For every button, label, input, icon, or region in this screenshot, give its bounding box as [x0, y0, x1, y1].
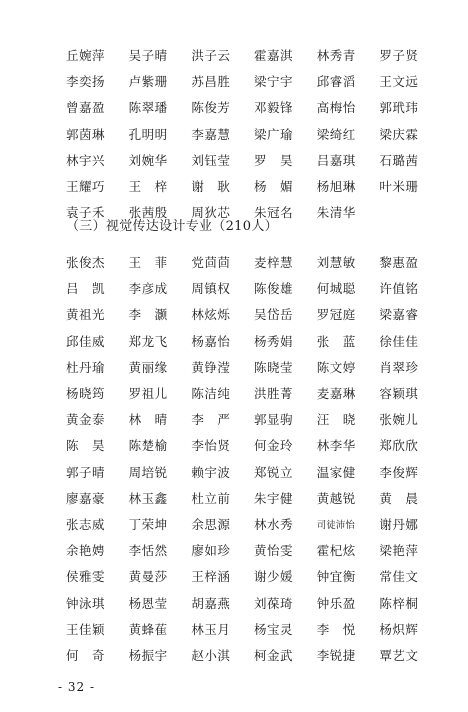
student-name: 黄 晨	[379, 490, 419, 506]
name-list-visual-communication	[66, 249, 442, 668]
student-name: 林水秀	[254, 516, 294, 532]
student-name: 刘婉华	[128, 152, 168, 168]
student-name: 林玉鑫	[128, 490, 168, 506]
name-row	[66, 537, 442, 563]
name-row	[66, 642, 442, 668]
student-name: 杨宝灵	[254, 621, 294, 637]
student-name: 刘慧敏	[316, 255, 356, 271]
student-name: 郭玳玮	[379, 100, 419, 116]
student-name: 林 晴	[128, 412, 168, 428]
student-name: 麦嘉琳	[316, 386, 356, 402]
student-name: 杨炽辉	[379, 621, 419, 637]
student-name: 周狄芯	[191, 205, 231, 221]
student-name: 黄怡雯	[254, 543, 294, 559]
student-name: 卢紫珊	[128, 74, 168, 90]
student-name: 谢丹娜	[379, 516, 419, 532]
student-name: 林秀青	[316, 48, 356, 64]
name-row	[66, 380, 442, 406]
student-name: 林玉月	[191, 621, 231, 637]
student-name: 陈文婷	[316, 359, 356, 375]
student-name: 何 奇	[66, 647, 106, 663]
student-name: 吕嘉琪	[316, 152, 356, 168]
student-name: 常佳文	[379, 569, 419, 585]
student-name: 覃艺文	[379, 647, 419, 663]
name-row	[66, 121, 442, 147]
student-name: 洪子云	[191, 48, 231, 64]
student-name: 容颖琪	[379, 386, 419, 402]
name-row	[66, 354, 442, 380]
student-name: 陈梓桐	[379, 595, 419, 611]
student-name: 李奕扬	[66, 74, 106, 90]
student-name: 胡嘉燕	[191, 595, 231, 611]
student-name: 王 菲	[128, 255, 168, 271]
student-name: 谢少媛	[254, 569, 294, 585]
name-row	[66, 42, 442, 68]
student-name: 廖嘉豪	[66, 490, 106, 506]
student-name: 梁艳萍	[379, 543, 419, 559]
student-name: 杨恩莹	[128, 595, 168, 611]
student-name: 孔明明	[128, 126, 168, 142]
student-name: 叶米珊	[379, 179, 419, 195]
name-row	[66, 616, 442, 642]
student-name: 杨旭琳	[316, 179, 356, 195]
student-name: 袁子禾	[66, 205, 106, 221]
student-name: 张志威	[66, 516, 106, 532]
student-name: 杜立前	[191, 490, 231, 506]
student-name: 李怡贤	[191, 438, 231, 454]
student-name: 吕 凯	[66, 281, 106, 297]
student-name: 陈洁纯	[191, 386, 231, 402]
student-name: 余思源	[191, 516, 231, 532]
student-name: 苏昌胜	[191, 74, 231, 90]
student-name: 张俊杰	[66, 255, 106, 271]
student-name: 陈俊雄	[254, 281, 294, 297]
student-name: 陈 昊	[66, 438, 106, 454]
student-name: 钟泳琪	[66, 595, 106, 611]
student-name: 柯金武	[254, 647, 294, 663]
student-name: 钟宜衡	[316, 569, 356, 585]
student-name: 黄越锐	[316, 490, 356, 506]
student-name: 周培锐	[128, 464, 168, 480]
student-name: 梁广瑜	[254, 126, 294, 142]
student-name: 温家健	[316, 464, 356, 480]
student-name: 周镇权	[191, 281, 231, 297]
student-name: 郑龙飞	[128, 333, 168, 349]
student-name: 邓毅锋	[254, 100, 294, 116]
student-name: 王 梓	[128, 179, 168, 195]
student-name: 刘钰莹	[191, 152, 231, 168]
student-name: 党茴茴	[191, 255, 231, 271]
student-name: 梁庆霖	[379, 126, 419, 142]
student-name: 廖如珍	[191, 543, 231, 559]
student-name: 林宇兴	[66, 152, 106, 168]
student-name: 杨嘉怡	[191, 333, 231, 349]
student-name: 罗子贤	[379, 48, 419, 64]
student-name: 李彦成	[128, 281, 168, 297]
student-name: 徐佳佳	[379, 333, 419, 349]
student-name: 何金玲	[254, 438, 294, 454]
student-name: 赵小淇	[191, 647, 231, 663]
student-name: 肖翠珍	[379, 359, 419, 375]
student-name: 洪胜菁	[254, 386, 294, 402]
name-row	[66, 147, 442, 173]
student-name: 朱宇健	[254, 490, 294, 506]
student-name: 罗冠庭	[316, 307, 356, 323]
student-name: 汪 晓	[316, 412, 356, 428]
student-name: 王耀巧	[66, 179, 106, 195]
student-name: 郑欣欣	[379, 438, 419, 454]
student-name: 黄丽缘	[128, 359, 168, 375]
student-name: 余艳娉	[66, 543, 106, 559]
student-name: 李嘉慧	[191, 126, 231, 142]
student-name: 侯雅雯	[66, 569, 106, 585]
student-name: 陈楚榆	[128, 438, 168, 454]
name-row	[66, 301, 442, 327]
student-name: 杨 媚	[254, 179, 294, 195]
student-name: 梁绮红	[316, 126, 356, 142]
student-name: 郭子晴	[66, 464, 106, 480]
student-name: 李 灏	[128, 307, 168, 323]
name-row	[66, 275, 442, 301]
student-name: 王文远	[379, 74, 419, 90]
student-name: 罗祖儿	[128, 386, 168, 402]
student-name: 刘葆琦	[254, 595, 294, 611]
student-name: 邱佳威	[66, 333, 106, 349]
student-name: 林炫烁	[191, 307, 231, 323]
student-name: 何城聪	[316, 281, 356, 297]
student-name: 李锐捷	[316, 647, 356, 663]
student-name: 黄铮滢	[191, 359, 231, 375]
student-name: 陈晓莹	[254, 359, 294, 375]
student-name: 霍嘉淇	[254, 48, 294, 64]
student-name: 曾嘉盈	[66, 100, 106, 116]
page-number: - 32 -	[58, 680, 96, 694]
student-name: 郭茵琳	[66, 126, 106, 142]
student-name: 李俊辉	[379, 464, 419, 480]
student-name: 邱睿滔	[316, 74, 356, 90]
student-name: 黄蜂萑	[128, 621, 168, 637]
student-name: 李 悦	[316, 621, 356, 637]
name-row	[66, 406, 442, 432]
student-name: 麦梓慧	[254, 255, 294, 271]
student-name: 赖宇波	[191, 464, 231, 480]
student-name: 李 严	[191, 412, 231, 428]
student-name: 朱冠名	[254, 205, 294, 221]
student-name: 霍杞炫	[316, 543, 356, 559]
student-name: 朱清华	[316, 205, 356, 221]
student-name: 林李华	[316, 438, 356, 454]
student-name: 黄曼莎	[128, 569, 168, 585]
student-name: 丁荣坤	[128, 516, 168, 532]
student-name: 黄金泰	[66, 412, 106, 428]
student-name: 谢 耿	[191, 179, 231, 195]
student-name: 黎惠盈	[379, 255, 419, 271]
student-name: 吴子晴	[128, 48, 168, 64]
student-name: 杨秀娟	[254, 333, 294, 349]
name-row	[66, 94, 442, 120]
student-name: 吴岱岳	[254, 307, 294, 323]
student-name: 梁嘉睿	[379, 307, 419, 323]
student-name: 高梅怡	[316, 100, 356, 116]
student-name: 司徒沛怡	[316, 519, 355, 531]
student-name: 张婉儿	[379, 412, 419, 428]
name-row	[66, 328, 442, 354]
name-row	[66, 511, 442, 537]
student-name: 黄祖光	[66, 307, 106, 323]
name-row	[66, 173, 442, 199]
student-name: 郑锐立	[254, 464, 294, 480]
student-name: 郭显驹	[254, 412, 294, 428]
name-row	[66, 563, 442, 589]
student-name: 杨晓筠	[66, 386, 106, 402]
student-name: 王梓涵	[191, 569, 231, 585]
student-name: 石璐茜	[379, 152, 419, 168]
name-row	[66, 589, 442, 615]
student-name: 王佳颖	[66, 621, 106, 637]
name-row	[66, 485, 442, 511]
student-name: 杨振宇	[128, 647, 168, 663]
student-name: 张茜殷	[128, 205, 168, 221]
student-name: 罗 昊	[254, 152, 294, 168]
student-name: 李恬然	[128, 543, 168, 559]
student-name: 杜丹瑜	[66, 359, 106, 375]
name-row	[66, 459, 442, 485]
name-row	[66, 432, 442, 458]
student-name: 陈俊芳	[191, 100, 231, 116]
section-heading: （三）视觉传达设计专业（210人）	[66, 219, 278, 234]
student-name: 许值铭	[379, 281, 419, 297]
student-name: 丘婉萍	[66, 48, 106, 64]
student-name: 张 蓝	[316, 333, 356, 349]
name-row	[66, 68, 442, 94]
student-name: 陈翠璠	[128, 100, 168, 116]
name-list-previous-major	[66, 42, 442, 225]
student-name: 梁宁宇	[254, 74, 294, 90]
name-row	[66, 249, 442, 275]
student-name: 钟乐盈	[316, 595, 356, 611]
